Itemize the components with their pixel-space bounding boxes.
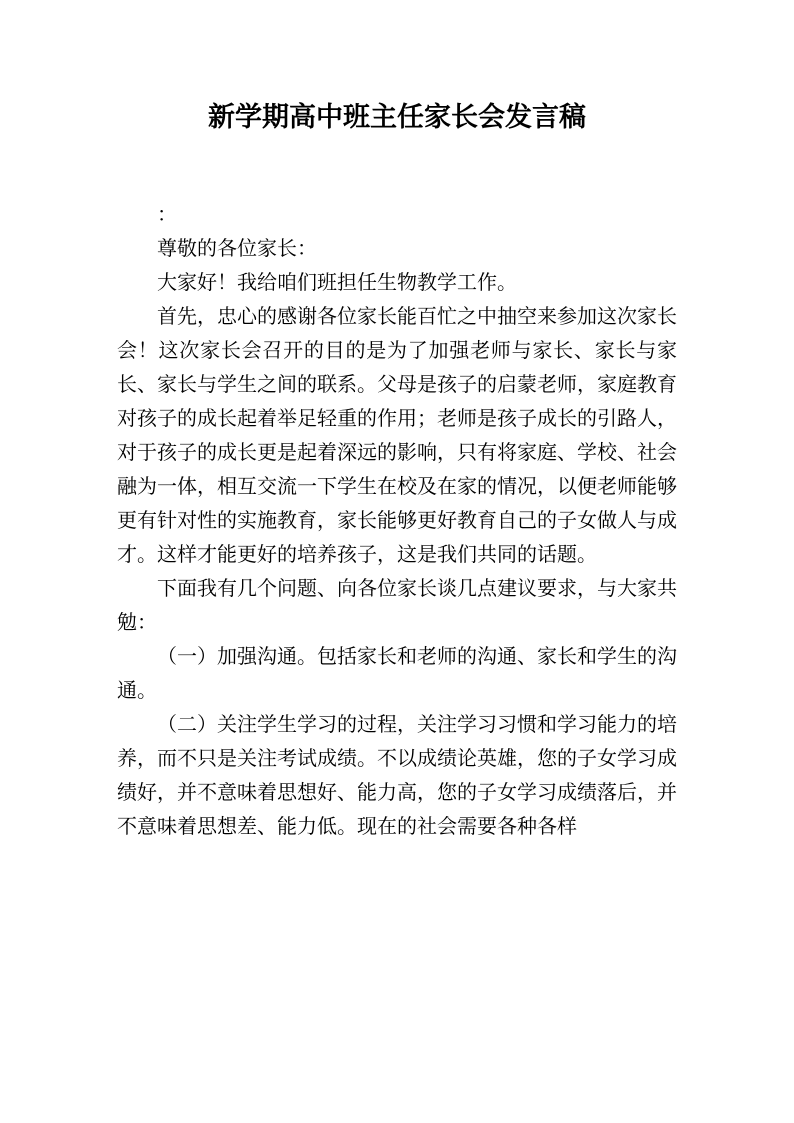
paragraph-salutation: 尊敬的各位家长： <box>157 236 317 260</box>
paragraph-colon: ： <box>157 202 177 226</box>
document-title: 新学期高中班主任家长会发言稿 <box>208 102 586 133</box>
paragraph-point-two: （二）关注学生学习的过程，关注学习习惯和学习能力的培养，而不只是关注考试成绩。不以成绩论英雄，您的子女学习成绩好，并不意味着思想好、能力高，您的子女学习成绩落后，并不意味着思想差、能力低。现在的社会需要各种各样 <box>117 712 677 838</box>
paragraph-suggestions-intro: 下面我有几个问题、向各位家长谈几点建议要求，与大家共勉： <box>117 576 677 634</box>
document-body <box>117 197 677 843</box>
paragraph-greeting: 大家好！我给咱们班担任生物教学工作。 <box>157 270 517 294</box>
paragraph-point-one: （一）加强沟通。包括家长和老师的沟通、家长和学生的沟通。 <box>117 644 677 702</box>
paragraph-introduction: 首先，忠心的感谢各位家长能百忙之中抽空来参加这次家长会！这次家长会召开的目的是为了加强老师与家长、家长与家长、家长与学生之间的联系。父母是孩子的启蒙老师，家庭教育对孩子的成长起着举足轻重的作用；老师是孩子成长的引路人，对于孩子的成长更是起着深远的影响，只有将家庭、学校、社会融为一体，相互交流一下学生在校及在家的情况，以便老师能够更有针对性的实施教育，家长能够更好教育自己的子女做人与成才。这样才能更好的培养孩子，这是我们共同的话题。 <box>117 304 677 566</box>
